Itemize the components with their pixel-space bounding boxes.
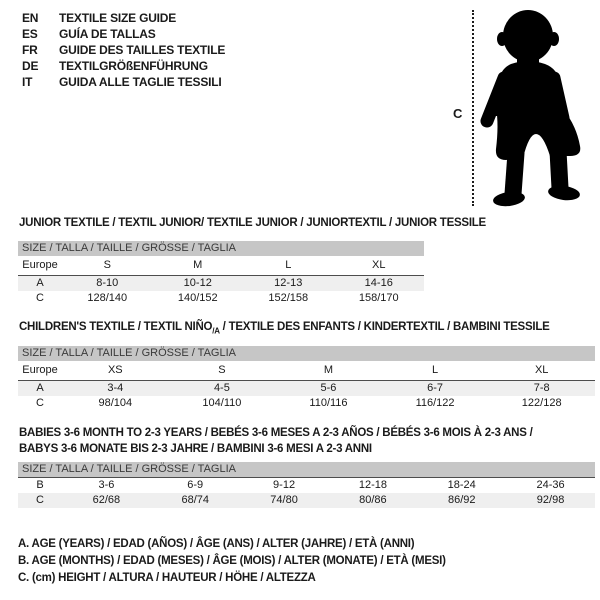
row-label-cell: C (36, 292, 44, 304)
size-value-cell: 122/128 (521, 397, 562, 409)
children-size-table (18, 346, 595, 411)
column-header-cell: L (382, 361, 489, 381)
size-value-cell: 74/80 (240, 493, 329, 508)
size-value-cell: 80/86 (328, 493, 417, 508)
column-header-cell: L (243, 256, 334, 276)
size-value-cell: 128/140 (87, 292, 128, 304)
row-label-cell: C (36, 397, 44, 409)
language-row-fr (22, 42, 225, 58)
row-label-cell: C (18, 493, 62, 508)
size-value-cell: 9-12 (273, 479, 296, 491)
babies-title-text-2: BABYS 3-6 MONATE BIS 2-3 JAHRE / BAMBINI 3-6 MESI A 2-3 ANNI (19, 443, 372, 455)
size-value-cell: 24-36 (536, 479, 565, 491)
language-row-it (22, 74, 225, 90)
row-label-cell: A (18, 381, 62, 397)
size-value-cell: 14-16 (334, 276, 425, 292)
children-title-pre: CHILDREN'S TEXTILE / TEXTIL NIÑO (19, 321, 213, 333)
babies-section-title-line2 (19, 443, 372, 455)
table-row-c (18, 493, 595, 508)
column-header-cell: M (275, 361, 382, 381)
table-size-header-row (18, 241, 424, 256)
table-size-header-row (18, 346, 595, 361)
size-value-cell: 8-10 (62, 276, 153, 292)
table-row-b (18, 478, 595, 494)
column-header-cell: M (153, 256, 244, 276)
junior-size-table (18, 241, 424, 306)
size-header-cell: SIZE / TALLA / TAILLE / GRÖSSE / TAGLIA (18, 346, 595, 361)
height-measure-label: C (453, 106, 463, 121)
babies-section-title-line1 (19, 427, 533, 439)
table-row-a (18, 276, 424, 292)
size-value-cell: 12-18 (358, 479, 387, 491)
column-header-cell: Europe (18, 256, 62, 276)
column-header-cell: XL (334, 256, 425, 276)
language-code: IT (22, 75, 33, 89)
size-value-cell: 68/74 (151, 493, 240, 508)
legend-line-c: C. (cm) HEIGHT / ALTURA / HAUTEUR / HÖHE / ALTEZZA (18, 572, 316, 584)
language-code: EN (22, 11, 39, 25)
language-row-de (22, 58, 225, 74)
table-row-c (18, 291, 424, 306)
children-title-post: / TEXTILE DES ENFANTS / KINDERTEXTIL / BAMBINI TESSILE (219, 321, 550, 333)
size-value-cell: 86/92 (417, 493, 506, 508)
language-label: GUIDE DES TAILLES TEXTILE (59, 43, 226, 57)
language-list (22, 10, 225, 90)
size-value-cell: 12-13 (243, 276, 334, 292)
junior-section-title (19, 217, 486, 229)
size-value-cell: 7-8 (488, 381, 595, 397)
column-header-cell: Europe (18, 361, 62, 381)
language-row-en (22, 10, 225, 26)
babies-title-text-1: BABIES 3-6 MONTH TO 2-3 YEARS / BEBÉS 3-6 MESES A 2-3 AÑOS / BÉBÉS 3-6 MOIS À 2-3 ANS / (19, 427, 533, 439)
size-value-cell: 3-6 (98, 479, 115, 491)
column-header-cell: S (62, 256, 153, 276)
size-header-cell: SIZE / TALLA / TAILLE / GRÖSSE / TAGLIA (18, 462, 595, 478)
language-row-es (22, 26, 225, 42)
size-value-cell: 6-7 (382, 381, 489, 397)
size-value-cell: 98/104 (98, 397, 133, 409)
size-value-cell: 152/158 (268, 292, 309, 304)
children-section-title (19, 321, 550, 335)
size-value-cell: 5-6 (275, 381, 382, 397)
babies-size-table (18, 462, 595, 508)
language-label: TEXTILGRÖßENFÜHRUNG (59, 59, 208, 73)
size-value-cell: 92/98 (506, 493, 595, 508)
size-value-cell: 140/152 (177, 292, 218, 304)
language-code: ES (22, 27, 38, 41)
language-label: TEXTILE SIZE GUIDE (59, 11, 177, 25)
measurement-legend (18, 536, 446, 587)
language-label: GUÍA DE TALLAS (59, 27, 156, 41)
table-size-header-row (18, 462, 595, 478)
size-value-cell: 4-5 (169, 381, 276, 397)
row-label-cell: A (18, 276, 62, 292)
table-row-c (18, 396, 595, 411)
language-label: GUIDA ALLE TAGLIE TESSILI (59, 75, 222, 89)
row-label-cell: B (36, 479, 44, 491)
table-row-a (18, 381, 595, 397)
legend-line-b: B. AGE (MONTHS) / EDAD (MESES) / ÂGE (MOIS) / ALTER (MONATE) / ETÀ (MESI) (18, 555, 446, 567)
size-value-cell: 3-4 (62, 381, 169, 397)
size-value-cell: 110/116 (309, 397, 348, 409)
column-header-cell: XL (488, 361, 595, 381)
size-value-cell: 104/110 (202, 397, 242, 409)
children-title-sub: /A (212, 326, 220, 336)
language-code: FR (22, 43, 38, 57)
table-columns-row (18, 256, 424, 276)
height-measure-dotted-line (472, 10, 474, 206)
size-value-cell: 158/170 (358, 292, 399, 304)
size-header-cell: SIZE / TALLA / TAILLE / GRÖSSE / TAGLIA (18, 241, 424, 256)
baby-silhouette-icon (478, 8, 592, 208)
junior-title-text: JUNIOR TEXTILE / TEXTIL JUNIOR/ TEXTILE JUNIOR / JUNIORTEXTIL / JUNIOR TESSILE (19, 217, 486, 229)
column-header-cell: S (169, 361, 276, 381)
language-code: DE (22, 59, 39, 73)
table-columns-row (18, 361, 595, 381)
size-value-cell: 6-9 (187, 479, 204, 491)
size-value-cell: 18-24 (447, 479, 476, 491)
size-value-cell: 62/68 (62, 493, 151, 508)
legend-line-a: A. AGE (YEARS) / EDAD (AÑOS) / ÂGE (ANS) / ALTER (JAHRE) / ETÀ (ANNI) (18, 538, 415, 550)
size-value-cell: 10-12 (153, 276, 244, 292)
column-header-cell: XS (62, 361, 169, 381)
size-value-cell: 116/122 (415, 397, 455, 409)
